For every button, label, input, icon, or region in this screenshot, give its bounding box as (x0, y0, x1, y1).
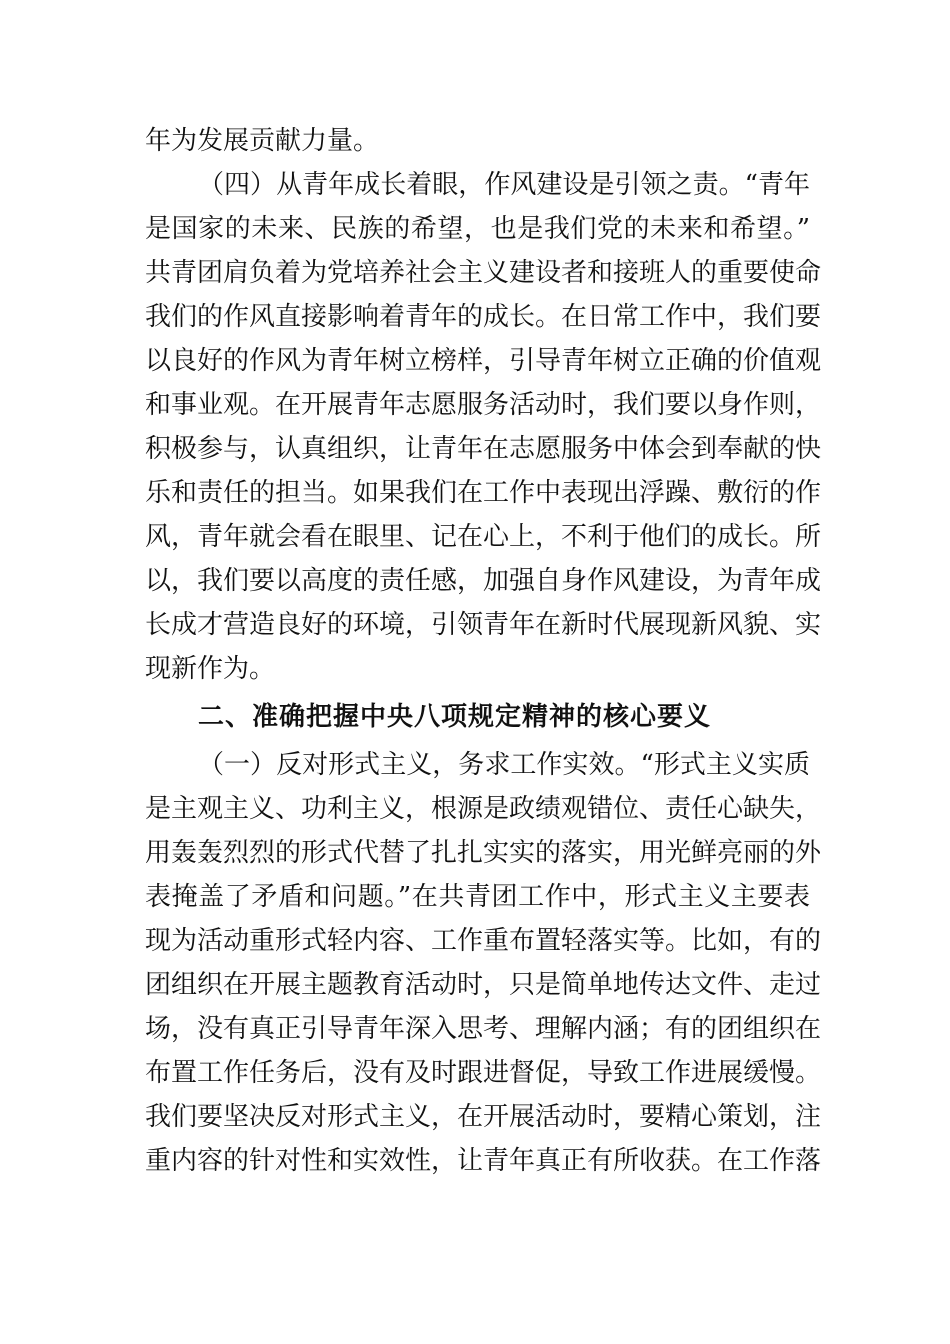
paragraph-line: 我们要坚决反对形式主义，在开展活动时，要精心策划，注 (145, 1102, 822, 1132)
paragraph-line: 表掩盖了矛盾和问题。”在共青团工作中，形式主义主要表 (145, 882, 810, 912)
paragraph-line: 我们的作风直接影响着青年的成长。在日常工作中，我们要 (145, 302, 822, 332)
paragraph-line: 和事业观。在开展青年志愿服务活动时，我们要以身作则， (145, 390, 822, 420)
paragraph-line: 团组织在开展主题教育活动时，只是简单地传达文件、走过 (145, 970, 822, 1000)
paragraph-line: 用轰轰烈烈的形式代替了扎扎实实的落实，用光鲜亮丽的外 (145, 838, 822, 868)
paragraph-line: 布置工作任务后，没有及时跟进督促，导致工作进展缓慢。 (145, 1058, 822, 1088)
paragraph-line: 积极参与，认真组织，让青年在志愿服务中体会到奉献的快 (145, 434, 822, 464)
paragraph-line: 是主观主义、功利主义，根源是政绩观错位、责任心缺失， (145, 794, 822, 824)
chapter-heading: 二、准确把握中央八项规定精神的核心要义 (198, 702, 712, 732)
paragraph-line: 现为活动重形式轻内容、工作重布置轻落实等。比如，有的 (145, 926, 822, 956)
paragraph-line: 以，我们要以高度的责任感，加强自身作风建设，为青年成 (145, 566, 822, 596)
paragraph-line: 重内容的针对性和实效性，让青年真正有所收获。在工作落 (145, 1146, 822, 1176)
section-heading-line: （四）从青年成长着眼，作风建设是引领之责。“青年 (198, 170, 810, 200)
paragraph-line: 现新作为。 (145, 654, 276, 684)
paragraph-line: 共青团肩负着为党培养社会主义建设者和接班人的重要使命 (145, 258, 822, 288)
paragraph-line: 是国家的未来、民族的希望，也是我们党的未来和希望。” (145, 214, 810, 244)
paragraph-line: 以良好的作风为青年树立榜样，引导青年树立正确的价值观 (145, 346, 822, 376)
paragraph-line: 乐和责任的担当。如果我们在工作中表现出浮躁、敷衍的作 (145, 478, 822, 508)
paragraph-line: 长成才营造良好的环境，引领青年在新时代展现新风貌、实 (145, 610, 822, 640)
section-heading-line: （一）反对形式主义，务求工作实效。“形式主义实质 (198, 750, 810, 780)
paragraph-line: 场，没有真正引导青年深入思考、理解内涵；有的团组织在 (145, 1014, 822, 1044)
paragraph-line: 风，青年就会看在眼里、记在心上，不利于他们的成长。所 (145, 522, 822, 552)
paragraph-line: 年为发展贡献力量。 (145, 126, 380, 156)
